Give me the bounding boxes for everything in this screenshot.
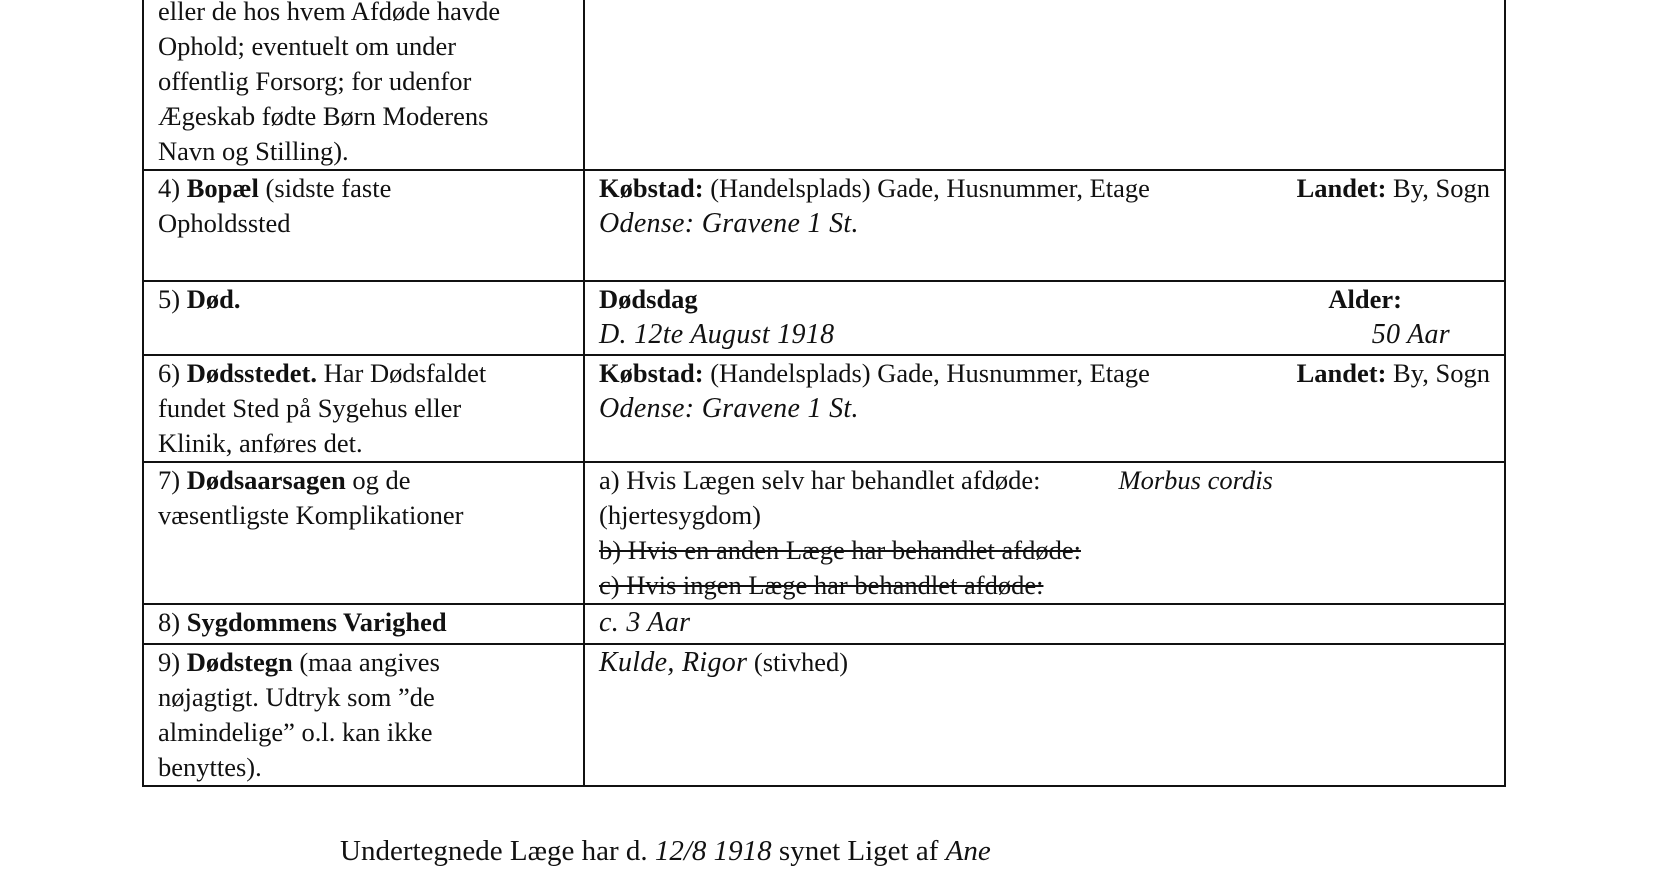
row-3-label-line: Ophold; eventuelt om under: [158, 31, 457, 61]
row-4-label-rest: (sidste faste: [265, 173, 392, 203]
death-date-label: Dødsdag: [599, 284, 698, 314]
row-8-label: Sygdommens Varighed: [186, 607, 447, 637]
country-label-rest: By, Sogn: [1393, 173, 1490, 203]
row-9-value-cell: [584, 644, 1505, 786]
row-number: 8): [158, 607, 181, 637]
row-number: 5): [158, 284, 181, 314]
city-label: Købstad:: [599, 173, 704, 203]
row-3-label-cell: [143, 0, 584, 170]
row-number: 4): [158, 173, 181, 203]
row-3-label-line: eller de hos hvem Afdøde havde: [158, 0, 501, 26]
country-label: Landet:: [1296, 358, 1387, 388]
city-label: Købstad:: [599, 358, 704, 388]
age-value: 50 Aar: [1371, 319, 1450, 350]
row-3-label-line: Navn og Stilling).: [158, 136, 349, 166]
row-4-label-cell: [143, 170, 584, 281]
cause-value: Morbus cordis: [1118, 465, 1273, 495]
death-certificate-table: [142, 0, 1506, 787]
row-8-label-cell: [143, 604, 584, 644]
death-signs-translation: (stivhed): [753, 647, 849, 677]
table-row: [143, 355, 1505, 462]
row-3-label-line: Ægeskab fødte Børn Moderens: [158, 101, 489, 131]
row-5-label: Død.: [186, 284, 241, 314]
table-row: [143, 644, 1505, 786]
footer-name: Ane: [945, 835, 991, 867]
row-5-label-cell: [143, 281, 584, 355]
row-6-label-line2: fundet Sted på Sygehus eller: [158, 393, 462, 423]
cause-line-b-struck: b) Hvis en anden Læge har behandlet afdøde:: [599, 535, 1081, 565]
row-8-value-cell: [584, 604, 1505, 644]
row-4-label-line2: Opholdssted: [158, 208, 291, 238]
footer-statement: [340, 832, 991, 870]
row-9-label-line4: benyttes).: [158, 752, 262, 782]
row-6-label: Dødsstedet.: [186, 358, 317, 388]
residence-value: Odense: Gravene 1 St.: [599, 208, 859, 239]
table-row: [143, 281, 1505, 355]
country-label: Landet:: [1296, 173, 1387, 203]
illness-duration-value: c. 3 Aar: [599, 607, 691, 638]
row-9-label: Dødstegn: [186, 647, 293, 677]
row-9-label-cell: [143, 644, 584, 786]
table-row: [143, 604, 1505, 644]
country-label-rest: By, Sogn: [1393, 358, 1490, 388]
footer-date: 12/8 1918: [654, 835, 772, 867]
row-3-value-cell: [584, 0, 1505, 170]
row-9-label-line2: nøjagtigt. Udtryk som ”de: [158, 682, 435, 712]
row-7-label-rest: og de: [352, 465, 411, 495]
footer-text-2: synet Liget af: [778, 835, 939, 867]
cause-line-a: a) Hvis Lægen selv har behandlet afdøde:: [599, 465, 1041, 495]
city-label-rest: (Handelsplads) Gade, Husnummer, Etage: [710, 173, 1150, 203]
city-label-rest: (Handelsplads) Gade, Husnummer, Etage: [710, 358, 1150, 388]
row-9-label-line3: almindelige” o.l. kan ikke: [158, 717, 433, 747]
death-signs-value: Kulde, Rigor: [599, 647, 748, 678]
age-label: Alder:: [1328, 284, 1402, 314]
place-of-death-value: Odense: Gravene 1 St.: [599, 393, 859, 424]
row-6-value-cell: [584, 355, 1505, 462]
table-row: [143, 170, 1505, 281]
row-number: 6): [158, 358, 181, 388]
table-row: [143, 0, 1505, 170]
row-7-value-cell: [584, 462, 1505, 604]
row-7-label-line2: væsentligste Komplikationer: [158, 500, 464, 530]
row-7-label-cell: [143, 462, 584, 604]
row-5-value-cell: [584, 281, 1505, 355]
row-4-label: Bopæl: [186, 173, 259, 203]
row-6-label-line3: Klinik, anføres det.: [158, 428, 363, 458]
row-9-label-rest: (maa angives: [299, 647, 440, 677]
death-date-value: D. 12te August 1918: [599, 319, 835, 350]
cause-value-translation: (hjertesygdom): [599, 500, 761, 530]
row-6-label-rest: Har Dødsfaldet: [323, 358, 487, 388]
cause-line-c-struck: c) Hvis ingen Læge har behandlet afdøde:: [599, 570, 1044, 600]
row-3-label-line: offentlig Forsorg; for udenfor: [158, 66, 472, 96]
row-6-label-cell: [143, 355, 584, 462]
row-7-label: Dødsaarsagen: [186, 465, 346, 495]
row-number: 9): [158, 647, 181, 677]
footer-text-1: Undertegnede Læge har d.: [340, 835, 648, 867]
row-4-value-cell: [584, 170, 1505, 281]
row-number: 7): [158, 465, 181, 495]
table-row: [143, 462, 1505, 604]
